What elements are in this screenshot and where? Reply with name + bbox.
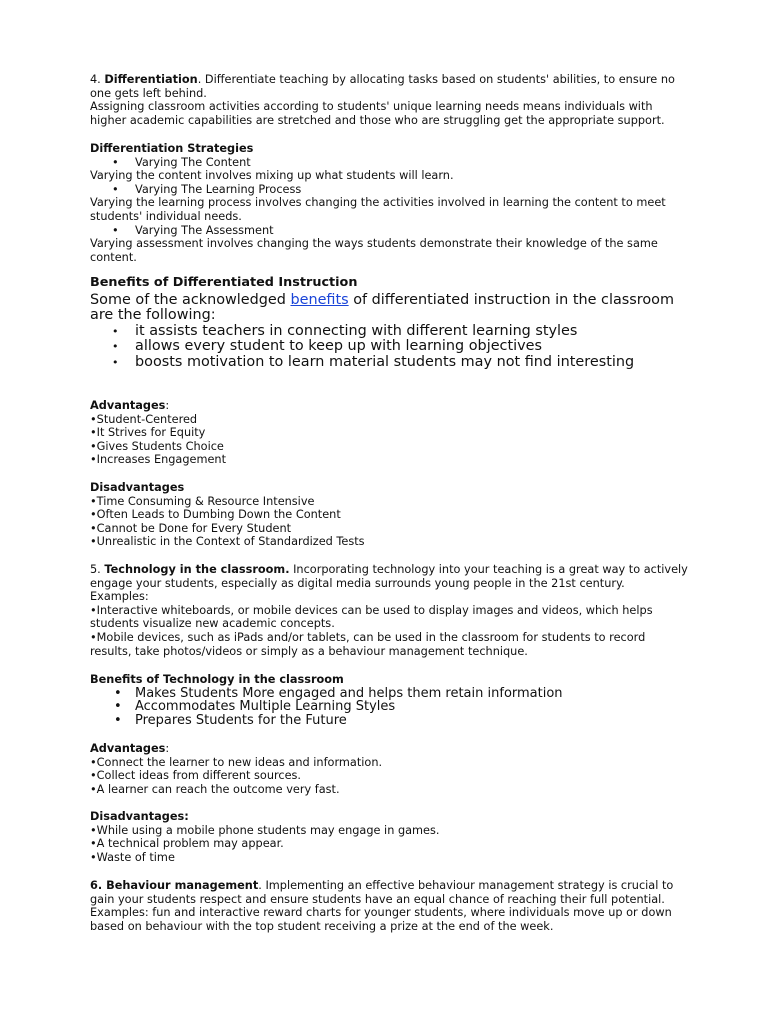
benefits-intro: [90, 293, 680, 324]
strategy-item: [90, 156, 690, 170]
advantage-item: •Increases Engagement: [90, 453, 227, 467]
section-5-intro-text: Incorporating technology into your teaching is a great way to actively engage your students, especially as digital media surrounds young people in the 21st century.: [90, 563, 688, 590]
advantages-heading: Advantages: [90, 399, 166, 412]
tech-benefit-item: • Accommodates Multiple Learning Styles: [90, 700, 690, 714]
strategy-desc: Varying the learning process involves changing the activities involved in learning the content to meet students' individual needs.: [90, 196, 666, 223]
section-4-paragraph: Assigning classroom activities according to students' unique learning needs means individuals with higher academic capabilities are stretched and those who are struggling get the appropriate support.: [90, 100, 665, 127]
section-6-title: 6. Behaviour management: [90, 879, 259, 892]
section-6-intro-text: . Implementing an effective behaviour management strategy is crucial to gain your students respect and ensure students have an equal chance of reaching their full potential.: [90, 879, 674, 906]
s4-disadvantages: [90, 481, 690, 549]
advantage-item: •A learner can reach the outcome very fast.: [90, 782, 340, 796]
examples-label: Examples:: [90, 590, 149, 604]
strategy-desc: Varying the content involves mixing up what students will learn.: [90, 169, 454, 183]
strategy-item: [90, 183, 690, 197]
section-4-number: 4.: [90, 73, 105, 86]
tech-benefit-item: • Makes Students More engaged and helps them retain information: [90, 687, 690, 701]
disadvantage-item: •Unrealistic in the Context of Standardized Tests: [90, 535, 365, 549]
benefits-block: [90, 276, 680, 371]
strategy-label: Varying The Assessment: [135, 223, 274, 237]
section-6-lead: [90, 879, 690, 906]
advantage-item: •Gives Students Choice: [90, 439, 224, 453]
section-4-intro: [90, 73, 690, 127]
disadvantages-heading: Disadvantages: [90, 481, 185, 494]
tech-benefit-item: • Prepares Students for the Future: [90, 714, 690, 728]
s4-advantages: [90, 399, 690, 467]
disadvantage-item: •While using a mobile phone students may engage in games.: [90, 823, 440, 837]
disadvantage-item: •Time Consuming & Resource Intensive: [90, 494, 315, 508]
s5-disadvantages: [90, 810, 690, 864]
section-4-intro-text: . Differentiate teaching by allocating tasks based on students' abilities, to ensure no one gets left behind.: [90, 73, 675, 100]
strategies-heading: Differentiation Strategies: [90, 142, 254, 155]
section-5-intro: [90, 563, 690, 658]
benefit-item: • boosts motivation to learn material students may not find interesting: [90, 355, 680, 371]
disadvantage-item: •Cannot be Done for Every Student: [90, 521, 292, 535]
advantages-heading: Advantages: [90, 742, 166, 755]
disadvantage-item: •Waste of time: [90, 850, 175, 864]
benefits-link[interactable]: benefits: [290, 291, 349, 308]
section-5-number: 5.: [90, 563, 105, 576]
example-item: •Interactive whiteboards, or mobile devices can be used to display images and videos, which helps students visualize new academic concepts.: [90, 603, 653, 631]
strategy-item: [90, 224, 690, 238]
section-4-lead: [90, 73, 690, 100]
example-item: •Mobile devices, such as iPads and/or tablets, can be used in the classroom for students to record results, take photos/videos or simply as a behaviour management technique.: [90, 630, 646, 658]
section-5-lead: [90, 563, 690, 590]
advantage-item: •Collect ideas from different sources.: [90, 769, 302, 783]
benefits-intro-pre: Some of the acknowledged: [90, 291, 291, 308]
strategy-label: Varying The Learning Process: [135, 182, 302, 196]
section-6: [90, 879, 690, 933]
benefit-item: • allows every student to keep up with learning objectives: [90, 339, 680, 355]
s5-advantages: [90, 742, 690, 796]
strategy-desc: Varying assessment involves changing the ways students demonstrate their knowledge of the same content.: [90, 237, 658, 264]
strategies-block: [90, 142, 690, 264]
section-4-title: Differentiation: [104, 73, 198, 86]
tech-benefits-block: [90, 673, 690, 727]
tech-benefits-heading: Benefits of Technology in the classroom: [90, 673, 344, 686]
benefit-item: • it assists teachers in connecting with different learning styles: [90, 324, 680, 340]
section-5-title: Technology in the classroom.: [104, 563, 290, 576]
strategy-label: Varying The Content: [135, 155, 251, 169]
advantages-colon: :: [165, 399, 170, 412]
advantages-colon: :: [165, 742, 170, 755]
benefits-heading: Benefits of Differentiated Instruction: [90, 275, 358, 290]
advantage-item: •Connect the learner to new ideas and information.: [90, 755, 383, 769]
advantage-item: •Student-Centered: [90, 412, 198, 426]
advantage-item: •It Strives for Equity: [90, 426, 206, 440]
disadvantages-heading: Disadvantages:: [90, 810, 189, 823]
disadvantage-item: •A technical problem may appear.: [90, 837, 284, 851]
disadvantage-item: •Often Leads to Dumbing Down the Content: [90, 508, 341, 522]
benefits-intro-post: of differentiated instruction in the classroom are the following:: [90, 291, 674, 324]
section-6-examples: Examples: fun and interactive reward charts for younger students, where individuals move up or down based on behaviour with the top student receiving a prize at the end of the week.: [90, 906, 672, 933]
